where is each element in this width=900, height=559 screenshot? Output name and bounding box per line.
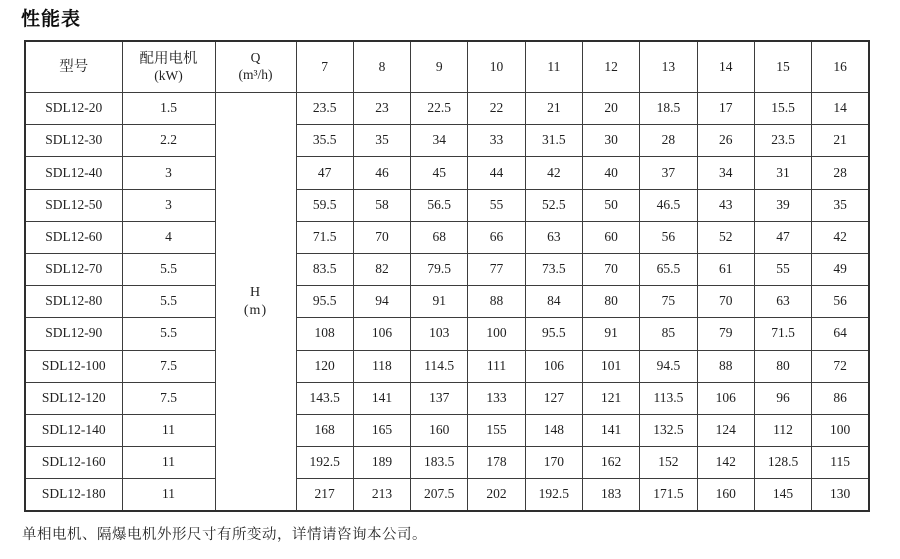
head-value-cell: 115 [812,447,869,479]
head-value-cell: 70 [697,286,754,318]
head-value-cell: 40 [582,157,639,189]
head-value-cell: 34 [697,157,754,189]
head-value-cell: 137 [411,382,468,414]
head-value-cell: 15.5 [754,93,811,125]
head-value-cell: 111 [468,350,525,382]
header-flow-16: 16 [812,41,869,93]
head-value-cell: 75 [640,286,697,318]
table-row [25,125,869,157]
model-cell: SDL12-160 [25,447,122,479]
header-flow [215,41,296,93]
model-cell: SDL12-20 [25,93,122,125]
header-row [25,41,869,93]
header-model: 型号 [25,41,122,93]
head-value-cell: 145 [754,479,811,512]
head-value-cell: 113.5 [640,382,697,414]
table-row [25,93,869,125]
head-value-cell: 20 [582,93,639,125]
motor-power-cell: 3 [122,157,215,189]
head-value-cell: 133 [468,382,525,414]
motor-power-cell: 4 [122,221,215,253]
head-symbol: H [249,285,262,301]
head-value-cell: 52 [697,221,754,253]
head-value-cell: 23.5 [296,93,353,125]
header-flow-15: 15 [754,41,811,93]
table-row [25,382,869,414]
head-value-cell: 86 [812,382,869,414]
head-value-cell: 183.5 [411,447,468,479]
head-value-cell: 68 [411,221,468,253]
head-value-cell: 88 [468,286,525,318]
head-value-cell: 52.5 [525,189,582,221]
head-value-cell: 34 [411,125,468,157]
model-cell: SDL12-180 [25,479,122,512]
head-value-cell: 31.5 [525,125,582,157]
head-value-cell: 170 [525,447,582,479]
head-value-cell: 168 [296,414,353,446]
head-value-cell: 171.5 [640,479,697,512]
head-value-cell: 61 [697,253,754,285]
model-cell: SDL12-140 [25,414,122,446]
performance-table [24,40,870,512]
table-row [25,479,869,512]
head-value-cell: 18.5 [640,93,697,125]
head-value-cell: 77 [468,253,525,285]
table-row [25,221,869,253]
head-value-cell: 160 [411,414,468,446]
head-value-cell: 42 [812,221,869,253]
head-value-cell: 189 [353,447,410,479]
head-value-cell: 79 [697,318,754,350]
head-value-cell: 71.5 [296,221,353,253]
head-value-cell: 155 [468,414,525,446]
head-value-cell: 143.5 [296,382,353,414]
table-row [25,447,869,479]
head-value-cell: 128.5 [754,447,811,479]
head-value-cell: 50 [582,189,639,221]
head-value-cell: 23.5 [754,125,811,157]
motor-power-cell: 7.5 [122,382,215,414]
head-value-cell: 58 [353,189,410,221]
head-value-cell: 103 [411,318,468,350]
head-value-cell: 21 [812,125,869,157]
head-value-cell: 114.5 [411,350,468,382]
motor-power-cell: 11 [122,447,215,479]
head-value-cell: 65.5 [640,253,697,285]
head-value-cell: 127 [525,382,582,414]
head-value-cell: 202 [468,479,525,512]
head-value-cell: 160 [697,479,754,512]
header-flow-13: 13 [640,41,697,93]
head-value-cell: 94 [353,286,410,318]
head-value-cell: 162 [582,447,639,479]
head-value-cell: 63 [754,286,811,318]
motor-power-cell: 11 [122,414,215,446]
head-value-cell: 47 [296,157,353,189]
table-row [25,253,869,285]
head-value-cell: 43 [697,189,754,221]
head-value-cell: 17 [697,93,754,125]
model-cell: SDL12-40 [25,157,122,189]
head-value-cell: 124 [697,414,754,446]
header-flow-7: 7 [296,41,353,93]
model-cell: SDL12-100 [25,350,122,382]
head-value-cell: 56.5 [411,189,468,221]
table-row [25,286,869,318]
table-row [25,157,869,189]
head-value-cell: 165 [353,414,410,446]
head-value-cell: 85 [640,318,697,350]
head-value-cell: 91 [582,318,639,350]
head-value-cell: 106 [697,382,754,414]
motor-power-cell: 5.5 [122,318,215,350]
head-value-cell: 35 [353,125,410,157]
model-cell: SDL12-30 [25,125,122,157]
header-flow-10: 10 [468,41,525,93]
motor-power-cell: 5.5 [122,253,215,285]
head-value-cell: 217 [296,479,353,512]
footer-note: 单相电机、隔爆电机外形尺寸有所变动，详情请咨询本公司。 [22,527,427,543]
header-flow-12: 12 [582,41,639,93]
head-value-cell: 46.5 [640,189,697,221]
head-value-cell: 106 [525,350,582,382]
head-value-cell: 132.5 [640,414,697,446]
head-value-cell: 106 [353,318,410,350]
head-value-cell: 70 [582,253,639,285]
head-value-cell: 142 [697,447,754,479]
motor-power-cell: 7.5 [122,350,215,382]
head-value-cell: 141 [582,414,639,446]
header-motor-label: 配用电机 [139,50,198,67]
head-value-cell: 94.5 [640,350,697,382]
head-value-cell: 100 [468,318,525,350]
head-value-cell: 44 [468,157,525,189]
head-value-cell: 60 [582,221,639,253]
head-value-cell: 207.5 [411,479,468,512]
head-unit: (m) [243,302,268,318]
head-value-cell: 148 [525,414,582,446]
head-value-cell: 49 [812,253,869,285]
head-value-cell: 35 [812,189,869,221]
head-value-cell: 35.5 [296,125,353,157]
head-value-cell: 45 [411,157,468,189]
header-motor-unit: (kW) [154,67,183,83]
header-flow-unit: (m³/h) [238,67,273,82]
head-value-cell: 30 [582,125,639,157]
head-unit-cell [215,93,296,512]
head-value-cell: 118 [353,350,410,382]
head-value-cell: 64 [812,318,869,350]
head-value-cell: 31 [754,157,811,189]
head-value-cell: 14 [812,93,869,125]
table-row [25,318,869,350]
head-value-cell: 46 [353,157,410,189]
head-value-cell: 28 [640,125,697,157]
motor-power-cell: 2.2 [122,125,215,157]
head-value-cell: 100 [812,414,869,446]
head-value-cell: 70 [353,221,410,253]
motor-power-cell: 1.5 [122,93,215,125]
head-value-cell: 42 [525,157,582,189]
motor-power-cell: 11 [122,479,215,512]
head-value-cell: 82 [353,253,410,285]
head-value-cell: 39 [754,189,811,221]
header-flow-9: 9 [411,41,468,93]
head-value-cell: 55 [754,253,811,285]
head-value-cell: 66 [468,221,525,253]
model-cell: SDL12-90 [25,318,122,350]
head-value-cell: 108 [296,318,353,350]
model-cell: SDL12-50 [25,189,122,221]
head-value-cell: 22 [468,93,525,125]
table-row [25,189,869,221]
head-value-cell: 96 [754,382,811,414]
motor-power-cell: 5.5 [122,286,215,318]
head-value-cell: 83.5 [296,253,353,285]
model-cell: SDL12-70 [25,253,122,285]
head-value-cell: 22.5 [411,93,468,125]
head-value-cell: 79.5 [411,253,468,285]
head-value-cell: 213 [353,479,410,512]
head-value-cell: 56 [640,221,697,253]
head-value-cell: 71.5 [754,318,811,350]
head-value-cell: 152 [640,447,697,479]
head-value-cell: 112 [754,414,811,446]
table-body [25,93,869,512]
head-value-cell: 59.5 [296,189,353,221]
head-value-cell: 80 [582,286,639,318]
head-value-cell: 63 [525,221,582,253]
head-value-cell: 80 [754,350,811,382]
header-flow-14: 14 [697,41,754,93]
head-value-cell: 91 [411,286,468,318]
table-row [25,414,869,446]
head-value-cell: 28 [812,157,869,189]
motor-power-cell: 3 [122,189,215,221]
header-flow-symbol: Q [250,50,261,66]
head-value-cell: 120 [296,350,353,382]
head-value-cell: 95.5 [296,286,353,318]
head-value-cell: 130 [812,479,869,512]
head-value-cell: 56 [812,286,869,318]
head-value-cell: 23 [353,93,410,125]
page-title: 性能表 [21,8,82,30]
head-value-cell: 21 [525,93,582,125]
head-value-cell: 84 [525,286,582,318]
head-value-cell: 88 [697,350,754,382]
header-flow-8: 8 [353,41,410,93]
head-value-cell: 37 [640,157,697,189]
head-value-cell: 47 [754,221,811,253]
head-value-cell: 183 [582,479,639,512]
head-value-cell: 73.5 [525,253,582,285]
table-row [25,350,869,382]
header-flow-11: 11 [525,41,582,93]
head-value-cell: 192.5 [525,479,582,512]
head-value-cell: 121 [582,382,639,414]
head-value-cell: 55 [468,189,525,221]
head-value-cell: 178 [468,447,525,479]
head-value-cell: 101 [582,350,639,382]
head-value-cell: 192.5 [296,447,353,479]
model-cell: SDL12-60 [25,221,122,253]
head-value-cell: 72 [812,350,869,382]
model-cell: SDL12-120 [25,382,122,414]
head-value-cell: 95.5 [525,318,582,350]
head-value-cell: 33 [468,125,525,157]
model-cell: SDL12-80 [25,286,122,318]
head-value-cell: 141 [353,382,410,414]
header-motor [122,41,215,93]
head-value-cell: 26 [697,125,754,157]
